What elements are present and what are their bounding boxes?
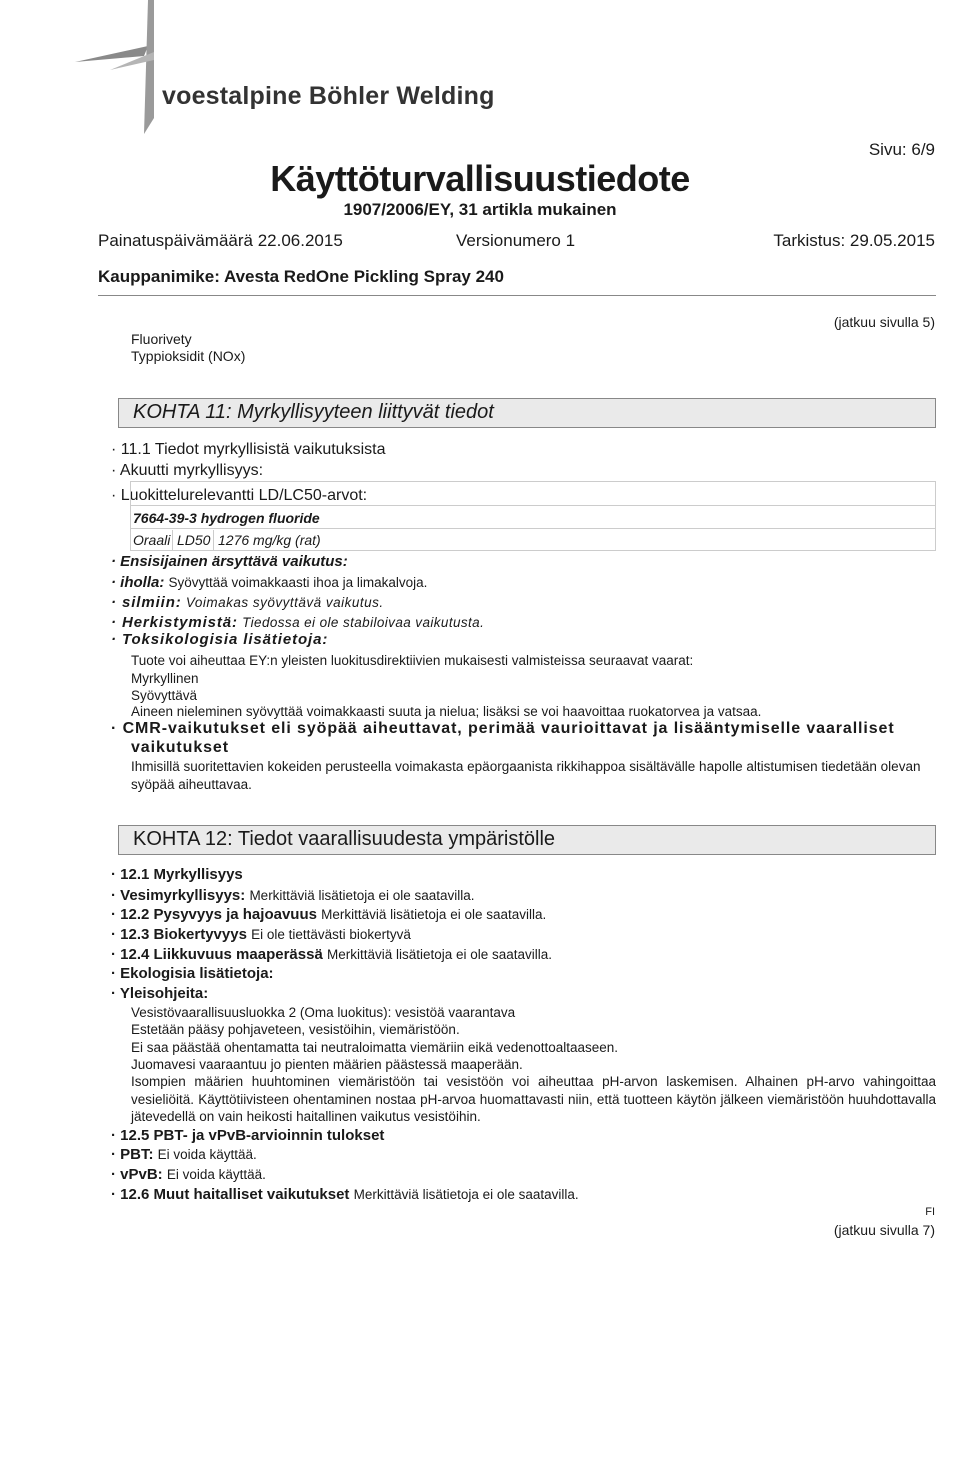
- header-divider: [98, 295, 936, 296]
- brand-name: voestalpine Böhler Welding: [162, 82, 495, 110]
- document-title: Käyttöturvallisuustiedote: [270, 158, 690, 199]
- bioaccumulation-text: Ei ole tiettävästi biokertyvä: [251, 927, 411, 942]
- ld-lc50-heading: · Luokittelurelevantti LD/LC50-arvot:: [111, 487, 368, 504]
- previous-item: Typpioksidit (NOx): [131, 348, 246, 364]
- table-route: Oraali: [133, 532, 171, 548]
- product-name: Kauppanimike: Avesta RedOne Pickling Spray 240: [98, 267, 504, 286]
- subsection-11-1: · 11.1 Tiedot myrkyllisistä vaikutuksista: [111, 441, 386, 458]
- vpvb-text: Ei voida käyttää.: [166, 1167, 266, 1182]
- general-note: Estetään pääsy pohjaveteen, vesistöihin, viemäristöön.: [131, 1022, 460, 1037]
- other-effects-text: Merkittäviä lisätietoja ei ole saatavilla.: [353, 1187, 579, 1202]
- ecological-info-heading: · Ekologisia lisätietoja:: [111, 965, 274, 982]
- section-12-title: KOHTA 12: Tiedot vaarallisuudesta ympäristölle: [133, 828, 556, 850]
- eye-text: Voimakas syövyttävä vaikutus.: [185, 595, 384, 610]
- print-date: Painatuspäivämäärä 22.06.2015: [98, 231, 343, 250]
- table-value: 1276 mg/kg (rat): [218, 532, 321, 548]
- pbt-label: · PBT:: [111, 1146, 154, 1163]
- aquatic-toxicity-label: · Vesimyrkyllisyys:: [111, 887, 246, 904]
- general-notes-heading: · Yleisohjeita:: [111, 985, 209, 1002]
- skin-text: Syövyttää voimakkaasti ihoa ja limakalvoja.: [168, 575, 428, 590]
- mobility-label: · 12.4 Liikkuvuus maaperässä: [111, 946, 323, 963]
- continued-from: (jatkuu sivulla 5): [833, 314, 935, 330]
- eye-label: · silmiin:: [111, 594, 182, 611]
- brand-logo-swoosh: [70, 0, 190, 140]
- cmr-text: Ihmisillä suoritettavien kokeiden perusteella voimakasta epäorgaanista rikkihappoa sisältävälle hapolle altistumisen tiedetään olevan syöpää aiheuttavaa.: [131, 759, 921, 792]
- general-note: Juomavesi vaaraantuu jo pienten määrien päästessä maaperään.: [131, 1057, 523, 1072]
- sensitization-text: Tiedossa ei ole stabiloivaa vaikutusta.: [242, 615, 485, 630]
- table-substance: 7664-39-3 hydrogen fluoride: [133, 510, 320, 526]
- revision-date: Tarkistus: 29.05.2015: [773, 231, 935, 250]
- acute-toxicity-heading: · Akuutti myrkyllisyys:: [111, 462, 264, 479]
- persistence-label: · 12.2 Pysyvyys ja hajoavuus: [111, 906, 317, 923]
- previous-item: Fluorivety: [131, 331, 192, 347]
- sensitization-label: · Herkistymistä:: [111, 614, 238, 631]
- document-subtitle: 1907/2006/EY, 31 artikla mukainen: [343, 200, 617, 219]
- pbt-vpvb-heading: · 12.5 PBT- ja vPvB-arvioinnin tulokset: [111, 1127, 385, 1144]
- skin-label: · iholla:: [111, 574, 165, 591]
- persistence-text: Merkittäviä lisätietoja ei ole saatavilla.: [321, 907, 547, 922]
- general-note: Isompien määrien huuhtominen viemäristöön tai vesistöön voi aiheuttaa pH-arvon laskemisen. Alhainen pH-arvo vahingoittaa vesieliöitä. Käyttötiivisteen ohentaminen nostaa pH-arvoa huomattavasti niin, että tuotteen käytön jälkeen viemäristöön huuhdottavalla jätevedellä on vain heikosti haitallinen vaikutus vesistöihin.: [131, 1074, 936, 1124]
- section-11-title: KOHTA 11: Myrkyllisyyteen liittyvät tiedot: [133, 401, 494, 423]
- vpvb-label: · vPvB:: [111, 1166, 163, 1183]
- toxicology-text: Tuote voi aiheuttaa EY:n yleisten luokitusdirektiivien mukaisesti valmisteissa seuraavat vaarat:: [131, 653, 694, 668]
- mobility-text: Merkittäviä lisätietoja ei ole saatavilla.: [326, 947, 553, 962]
- version-number: Versionumero 1: [456, 231, 576, 250]
- subsection-12-1: · 12.1 Myrkyllisyys: [111, 866, 243, 883]
- cmr-heading-cont: vaikutukset: [131, 739, 229, 756]
- toxicology-heading: · Toksikologisia lisätietoja:: [111, 631, 329, 648]
- general-note: Vesistövaarallisuusluokka 2 (Oma luokitus): vesistöä vaarantava: [131, 1005, 516, 1020]
- toxicology-text: Aineen nieleminen syövyttää voimakkaasti suuta ja nielua; lisäksi se voi haavoittaa ruokatorvea ja vatsaa.: [131, 704, 762, 719]
- page-number: Sivu: 6/9: [868, 140, 935, 159]
- primary-irritation-heading: · Ensisijainen ärsyttävä vaikutus:: [111, 553, 348, 570]
- cmr-heading: · CMR-vaikutukset eli syöpää aiheuttavat, perimää vaurioittavat ja lisääntymiselle vaaralliset: [111, 720, 895, 737]
- aquatic-toxicity-text: Merkittäviä lisätietoja ei ole saatavilla.: [249, 888, 475, 903]
- language-code: FI: [925, 1206, 935, 1218]
- toxicology-text: Syövyttävä: [131, 688, 198, 703]
- table-type: LD50: [177, 532, 211, 548]
- bioaccumulation-label: · 12.3 Biokertyvyys: [111, 926, 247, 943]
- toxicology-text: Myrkyllinen: [131, 671, 199, 686]
- continued-on: (jatkuu sivulla 7): [833, 1222, 935, 1238]
- pbt-text: Ei voida käyttää.: [157, 1147, 257, 1162]
- other-effects-label: · 12.6 Muut haitalliset vaikutukset: [111, 1186, 350, 1203]
- general-note: Ei saa päästää ohentamatta tai neutraloimatta viemäriin eikä vedenottoaltaaseen.: [131, 1040, 619, 1055]
